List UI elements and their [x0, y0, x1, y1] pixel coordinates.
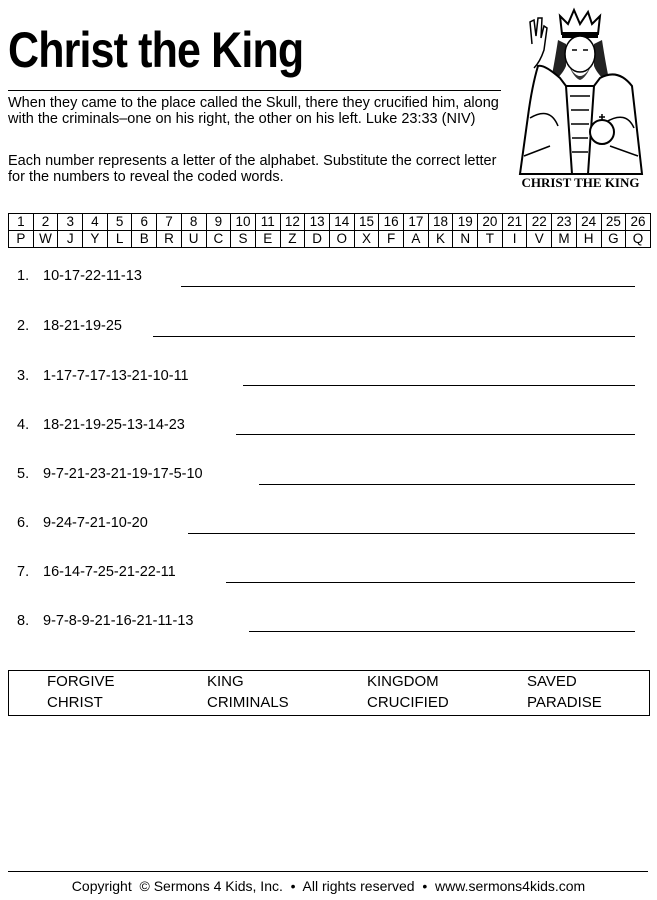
code-key-number: 14 — [329, 214, 354, 231]
word-bank-item: CHRIST — [47, 694, 103, 711]
question-4 — [17, 417, 185, 433]
word-bank-item: SAVED — [527, 673, 577, 690]
code-key-number: 21 — [502, 214, 527, 231]
code-key-letter: Y — [83, 231, 108, 248]
code-key-letter: Z — [280, 231, 305, 248]
answer-line-2[interactable] — [153, 336, 635, 337]
code-key-number: 11 — [255, 214, 280, 231]
question-number: 7. — [17, 564, 30, 580]
code-key-number: 24 — [576, 214, 601, 231]
scripture-passage: When they came to the place called the Skull, there they crucified him, along with the criminals–one on his right, the other on his left. Luke 23:33 (NIV) — [8, 95, 499, 127]
code-key-number: 5 — [107, 214, 132, 231]
code-key-number: 8 — [181, 214, 206, 231]
word-bank — [8, 670, 650, 716]
code-key-number: 13 — [305, 214, 330, 231]
word-bank-item: FORGIVE — [47, 673, 115, 690]
question-code: 1-17-7-17-13-21-10-11 — [43, 368, 189, 384]
code-key-number: 1 — [9, 214, 34, 231]
question-code: 9-24-7-21-10-20 — [43, 515, 148, 531]
answer-line-7[interactable] — [226, 582, 635, 583]
code-key-letter: L — [107, 231, 132, 248]
title-divider — [8, 90, 501, 91]
code-key-number: 6 — [132, 214, 157, 231]
code-key-letter: H — [576, 231, 601, 248]
code-key-number: 12 — [280, 214, 305, 231]
instructions: Each number represents a letter of the alphabet. Substitute the correct letter for the numbers to reveal the coded words. — [8, 153, 497, 185]
code-key-number: 20 — [478, 214, 503, 231]
code-key-letter: E — [255, 231, 280, 248]
question-number: 3. — [17, 368, 30, 384]
christ-king-illustration — [510, 6, 650, 176]
question-2 — [17, 318, 122, 334]
answer-line-6[interactable] — [188, 533, 635, 534]
answer-line-8[interactable] — [249, 631, 635, 632]
code-key-letter: M — [552, 231, 577, 248]
code-key-letter: V — [527, 231, 552, 248]
code-key-number: 18 — [428, 214, 453, 231]
code-key-number: 10 — [231, 214, 256, 231]
code-key-number: 19 — [453, 214, 478, 231]
code-key-letter: Q — [626, 231, 651, 248]
code-key-letter: C — [206, 231, 231, 248]
code-key-letter: S — [231, 231, 256, 248]
code-key-number: 4 — [83, 214, 108, 231]
illustration-caption: CHRIST THE KING — [521, 175, 640, 190]
code-key-number: 25 — [601, 214, 626, 231]
copyright-footer: Copyright © Sermons 4 Kids, Inc. • All rights reserved • www.sermons4kids.com — [71, 878, 586, 894]
question-code: 18-21-19-25 — [43, 318, 122, 334]
code-key-letters-row — [9, 231, 651, 248]
answer-line-4[interactable] — [236, 434, 635, 435]
word-bank-item: KINGDOM — [367, 673, 439, 690]
code-key-number: 3 — [58, 214, 83, 231]
question-number: 6. — [17, 515, 30, 531]
code-key-number: 9 — [206, 214, 231, 231]
code-key-letter: N — [453, 231, 478, 248]
question-8 — [17, 613, 193, 629]
code-key-number: 26 — [626, 214, 651, 231]
word-bank-item: CRIMINALS — [207, 694, 289, 711]
question-code: 16-14-7-25-21-22-11 — [43, 564, 176, 580]
code-key-number: 23 — [552, 214, 577, 231]
question-code: 10-17-22-11-13 — [43, 268, 142, 284]
question-number: 2. — [17, 318, 30, 334]
code-key-table — [8, 213, 651, 248]
code-key-number: 7 — [157, 214, 182, 231]
code-key-letter: X — [354, 231, 379, 248]
page-title: Christ the King — [8, 22, 304, 78]
code-key-letter: A — [404, 231, 429, 248]
question-1 — [17, 268, 142, 284]
code-key-letter: P — [9, 231, 34, 248]
code-key-letter: O — [329, 231, 354, 248]
question-number: 1. — [17, 268, 30, 284]
question-code: 9-7-8-9-21-16-21-11-13 — [43, 613, 194, 629]
code-key-letter: I — [502, 231, 527, 248]
code-key-number: 17 — [404, 214, 429, 231]
code-key-letter: W — [33, 231, 58, 248]
question-3 — [17, 368, 189, 384]
question-code: 9-7-21-23-21-19-17-5-10 — [43, 466, 203, 482]
word-bank-item: PARADISE — [527, 694, 602, 711]
question-number: 5. — [17, 466, 30, 482]
code-key-number: 16 — [379, 214, 404, 231]
answer-line-5[interactable] — [259, 484, 635, 485]
question-7 — [17, 564, 176, 580]
code-key-number: 15 — [354, 214, 379, 231]
code-key-letter: T — [478, 231, 503, 248]
code-key-numbers-row — [9, 214, 651, 231]
question-number: 4. — [17, 417, 30, 433]
code-key-number: 22 — [527, 214, 552, 231]
answer-line-1[interactable] — [181, 286, 635, 287]
footer-divider — [8, 871, 648, 872]
question-6 — [17, 515, 148, 531]
code-key-letter: G — [601, 231, 626, 248]
question-5 — [17, 466, 203, 482]
question-number: 8. — [17, 613, 30, 629]
code-key-letter: K — [428, 231, 453, 248]
word-bank-item: CRUCIFIED — [367, 694, 449, 711]
code-key-letter: U — [181, 231, 206, 248]
code-key-letter: R — [157, 231, 182, 248]
code-key-letter: D — [305, 231, 330, 248]
code-key-letter: J — [58, 231, 83, 248]
answer-line-3[interactable] — [243, 385, 635, 386]
question-code: 18-21-19-25-13-14-23 — [43, 417, 185, 433]
code-key-letter: F — [379, 231, 404, 248]
word-bank-item: KING — [207, 673, 244, 690]
code-key-number: 2 — [33, 214, 58, 231]
code-key-letter: B — [132, 231, 157, 248]
